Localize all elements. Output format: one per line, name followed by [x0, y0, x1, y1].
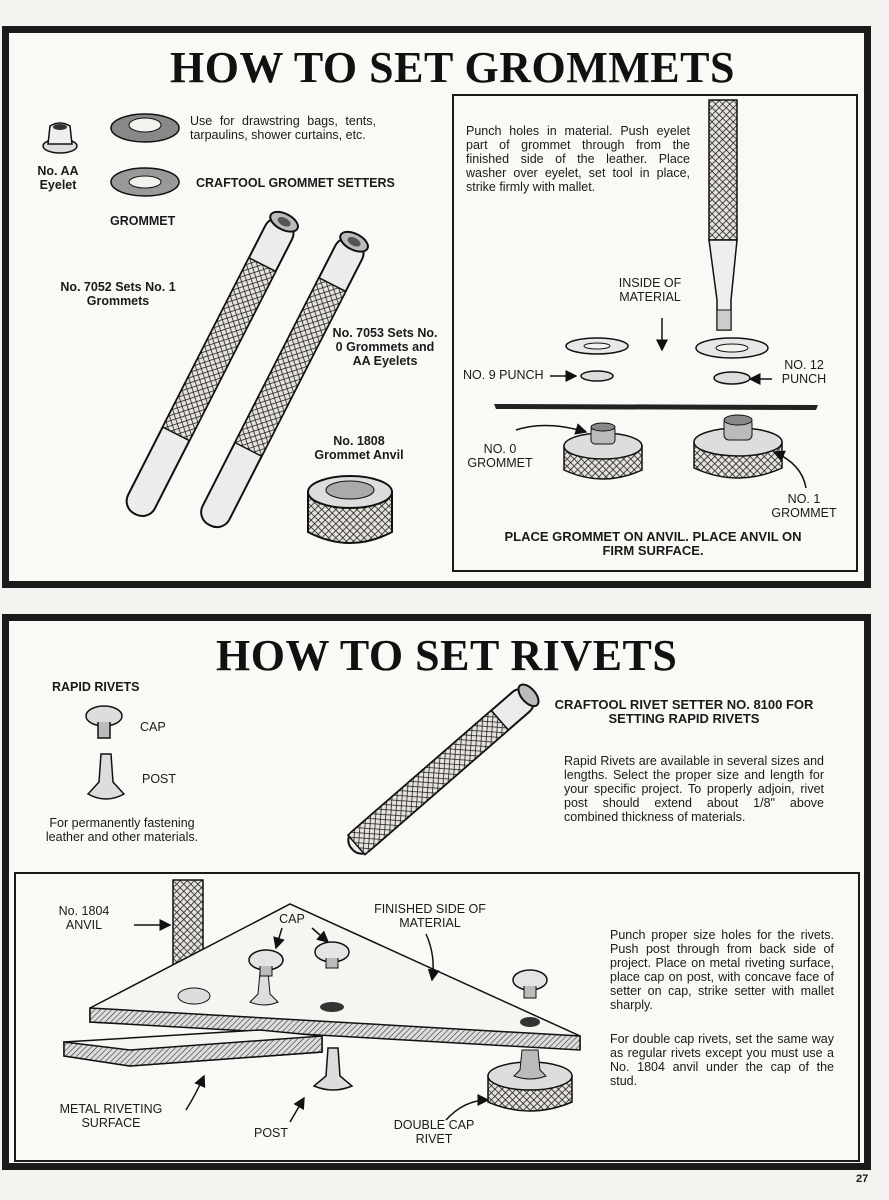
riveting-diagram [60, 880, 620, 1110]
punch12-label: NO. 12 PUNCH [781, 358, 827, 386]
rivet-sizes-text: Rapid Rivets are available in several sizes and lengths. Select the proper size and length for your specific project. To properly adjoin, rivet post should extend about 1/8" above combined thickness of materials. [564, 754, 824, 824]
grommet-anvil-icon [304, 470, 396, 556]
post-label: POST [142, 772, 177, 786]
grommet0-arrow-icon [516, 420, 590, 444]
double-cap-label: DOUBLE CAP RIVET [393, 1118, 475, 1146]
rivet-cap-icon [84, 704, 124, 742]
metal-surface-arrow-icon [184, 1074, 214, 1114]
metal-surface-label: METAL RIVETING SURFACE [59, 1102, 163, 1130]
grommet1-arrow-icon [770, 448, 810, 490]
rivet-punch-text: Punch proper size holes for the rivets. Push post through from back side of project. Place on metal riveting surface, place cap on post, with concave face of setter on cap, strike setter with mallet sharply. [610, 928, 834, 1012]
double-cap-arrow-icon [444, 1094, 494, 1124]
punch-tool-icon [705, 100, 749, 340]
grommet-label: GROMMET [110, 214, 176, 228]
rivet-anvil-label: No. 1804 ANVIL [58, 904, 110, 932]
finished-arrow-icon [422, 934, 442, 984]
rivets-title: HOW TO SET RIVETS [216, 631, 678, 680]
place-grommet-note: PLACE GROMMET ON ANVIL. PLACE ANVIL ON FIRM SURFACE. [504, 529, 802, 558]
grommet-anvil-label: No. 1808 Grommet Anvil [314, 434, 404, 462]
punch9-arrow-icon [550, 371, 580, 381]
aa-eyelet-label: No. AA Eyelet [37, 164, 79, 192]
post-callout: POST [254, 1126, 289, 1140]
cap-label: CAP [140, 720, 166, 734]
finished-side-label: FINISHED SIDE OF MATERIAL [374, 902, 486, 930]
grommets-title: HOW TO SET GROMMETS [170, 43, 735, 92]
grommet1-label: NO. 1 GROMMET [771, 492, 837, 520]
grommet-setters-heading: CRAFTOOL GROMMET SETTERS [196, 176, 395, 190]
fasten-text: For permanently fastening leather and other materials. [45, 816, 199, 844]
inside-material-label: INSIDE OF MATERIAL [618, 276, 682, 304]
grommet-instructions: Punch holes in material. Push eyelet part of grommet through from the finished side of the leather. Place washer over eyelet, set tool in place, strike firmly with mallet. [466, 124, 690, 194]
punch12-arrow-icon [748, 374, 774, 384]
post-arrow-icon [286, 1094, 310, 1124]
washer-left-icon [562, 336, 632, 392]
grommets-uses-text: Use for drawstring bags, tents, tarpaulins, shower curtains, etc. [190, 114, 376, 142]
setter-7053-label: No. 7053 Sets No. 0 Grommets and AA Eyelets [332, 326, 438, 368]
rivet-setter-heading: CRAFTOOL RIVET SETTER NO. 8100 FOR SETTING RAPID RIVETS [554, 697, 814, 726]
double-cap-text: For double cap rivets, set the same way as regular rivets except you must use a No. 1804 anvil under the cap of the stud. [610, 1032, 834, 1088]
setter-7052-label: No. 7052 Sets No. 1 Grommets [60, 280, 176, 308]
rapid-rivets-label: RAPID RIVETS [52, 680, 140, 694]
punch9-label: NO. 9 PUNCH [463, 368, 544, 382]
page-number: 27 [856, 1173, 869, 1185]
rivet-setter-icon [340, 680, 550, 860]
cap-arrow-icon [268, 926, 338, 952]
grommet0-label: NO. 0 GROMMET [467, 442, 533, 470]
cap-callout: CAP [279, 912, 305, 926]
rivet-post-icon [84, 752, 128, 802]
inside-arrow-icon [655, 318, 669, 354]
aa-eyelet-icon [40, 118, 80, 158]
